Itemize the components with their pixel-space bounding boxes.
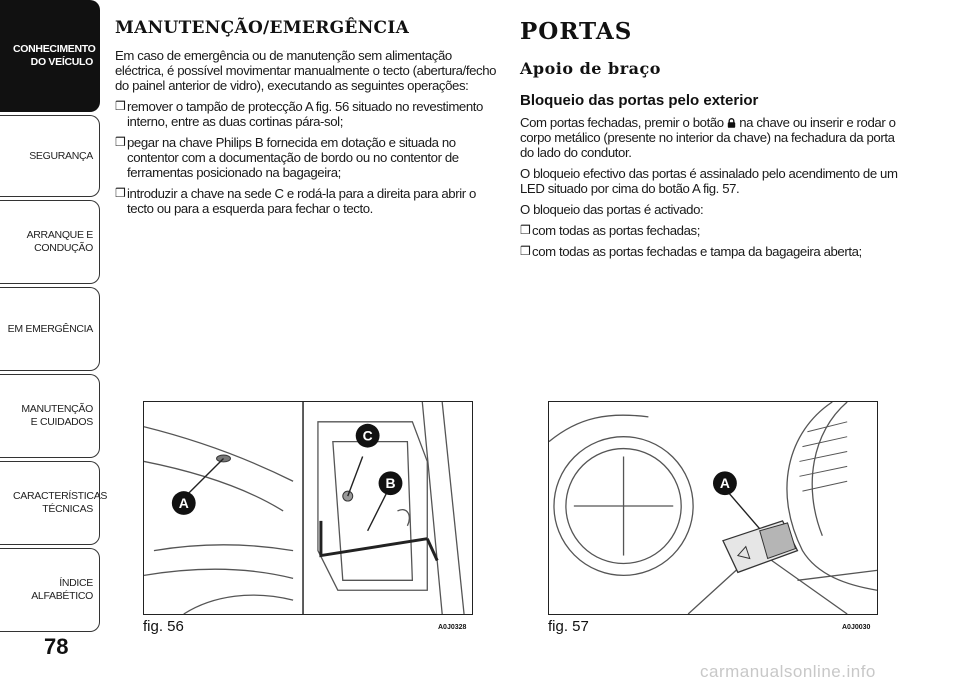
label-a: A bbox=[178, 495, 189, 511]
intro-paragraph: Em caso de emergência ou de manutenção sem alimentação eléctrica, é possível movimentar manualmente o tecto (abertura/fecho do painel anterior de vidro), executando as seguintes operações: bbox=[115, 48, 497, 93]
watermark: carmanualsonline.info bbox=[700, 662, 876, 681]
list-item-text: com todas as portas fechadas; bbox=[532, 223, 700, 238]
figure-57-image bbox=[548, 401, 878, 615]
para-text: Com portas fechadas, premir o botão bbox=[520, 115, 727, 130]
tab-label: ARRANQUE E CONDUÇÃO bbox=[26, 229, 93, 254]
tab-label: EM EMERGÊNCIA bbox=[7, 322, 93, 335]
section-heading: MANUTENÇÃO/EMERGÊNCIA bbox=[115, 18, 410, 38]
list-item-text: introduzir a chave na sede C e rodá-la para a direita para abrir o tecto ou para a esquerda para fechar o tecto. bbox=[127, 186, 476, 216]
label-b-marker bbox=[379, 471, 403, 495]
paragraph-1 bbox=[520, 115, 910, 160]
figure-57-code: A0J0030 bbox=[842, 624, 871, 631]
list-item bbox=[115, 186, 500, 216]
para-text: na chave ou inserir e rodar o corpo metálico (presente no interior da chave) na fechadura da porta do lado do condutor. bbox=[520, 115, 896, 160]
checkbox-bullet-icon: ❒ bbox=[115, 186, 126, 200]
checkbox-bullet-icon: ❒ bbox=[115, 135, 126, 149]
figure-56-image bbox=[143, 401, 473, 615]
figure-56-caption: fig. 56 bbox=[143, 618, 184, 635]
tab-label: ÍNDICE ALFABÉTICO bbox=[31, 577, 93, 602]
tab-caracteristicas[interactable] bbox=[0, 461, 108, 545]
tab-label: CONHECIMENTO DO VEÍCULO bbox=[13, 43, 96, 68]
paragraph-2: O bloqueio efectivo das portas é assinalado pelo acendimento de um LED situado por cima do botão A fig. 57. bbox=[520, 166, 898, 196]
lock-icon bbox=[727, 118, 736, 128]
chapter-title: PORTAS bbox=[520, 18, 633, 45]
label-c: C bbox=[362, 427, 373, 444]
paragraph-3: O bloqueio das portas é activado: bbox=[520, 202, 704, 217]
list-item bbox=[115, 99, 500, 129]
page-number: 78 bbox=[44, 634, 69, 659]
label-c-marker bbox=[356, 424, 380, 448]
checkbox-bullet-icon: ❒ bbox=[520, 244, 531, 258]
tab-label: CARACTERÍSTICAS TÉCNICAS bbox=[13, 490, 108, 515]
checkbox-bullet-icon: ❒ bbox=[115, 99, 126, 113]
label-b: B bbox=[385, 475, 396, 492]
list-item bbox=[115, 135, 500, 180]
subheading: Bloqueio das portas pelo exterior bbox=[520, 92, 759, 109]
list-item-text: remover o tampão de protecção A fig. 56 situado no revestimento interno, entre as duas cortinas pára-sol; bbox=[127, 99, 483, 129]
list-item-text: pegar na chave Philips B fornecida em dotação e situada no contentor com a documentação de bordo ou no contentor de ferramentas posicionado na bagageira; bbox=[127, 135, 459, 180]
figure-56-code: A0J0328 bbox=[438, 624, 467, 631]
figure-57-caption: fig. 57 bbox=[548, 618, 589, 635]
label-a-marker bbox=[713, 471, 737, 495]
list-item bbox=[520, 223, 910, 238]
list-item-text: com todas as portas fechadas e tampa da bagageira aberta; bbox=[532, 244, 862, 259]
right-column bbox=[520, 18, 910, 265]
section-subtitle: Apoio de braço bbox=[520, 59, 661, 78]
left-column bbox=[115, 18, 500, 222]
checkbox-bullet-icon: ❒ bbox=[520, 223, 531, 237]
tab-seguranca[interactable] bbox=[0, 115, 100, 197]
tab-conhecimento[interactable] bbox=[0, 0, 100, 112]
tab-arranque[interactable] bbox=[0, 200, 100, 284]
label-a: A bbox=[719, 475, 730, 492]
label-a-marker bbox=[172, 491, 196, 515]
tab-label: MANUTENÇÃO E CUIDADOS bbox=[21, 403, 93, 428]
tab-label: SEGURANÇA bbox=[29, 149, 93, 162]
tab-manutencao[interactable] bbox=[0, 374, 100, 458]
list-item bbox=[520, 244, 910, 259]
tab-indice[interactable] bbox=[0, 548, 100, 632]
tab-emergencia[interactable] bbox=[0, 287, 100, 371]
